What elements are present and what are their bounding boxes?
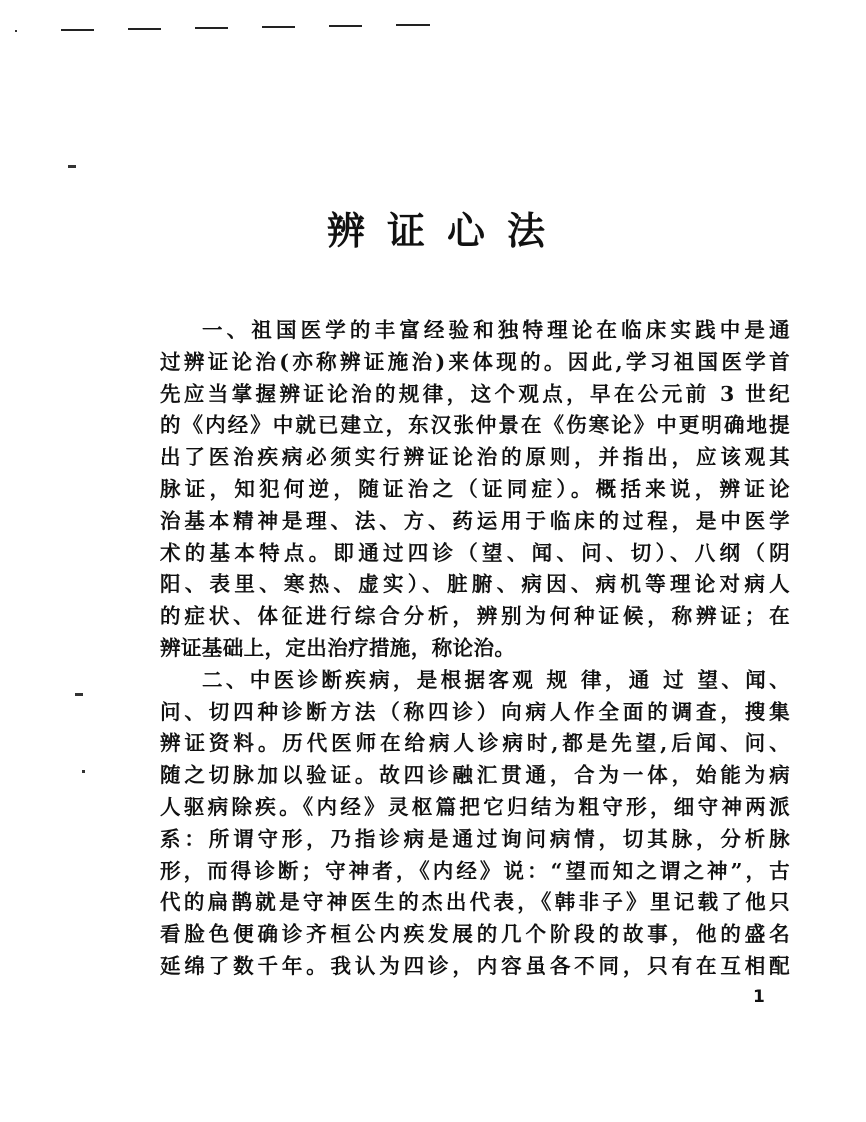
text-line: 术的基本特点。即通过四诊（望、闻、问、切）、八纲（阴 [160, 540, 790, 565]
text-line: 辨证基础上，定出治疗措施，称论治。 [160, 635, 516, 660]
text-line: 随之切脉加以验证。故四诊融汇贯通，合为一体，始能为病 [160, 763, 790, 788]
scan-dash [396, 24, 430, 26]
text-line: 延绵了数千年。我认为四诊，内容虽各不同，只有在互相配 [160, 953, 790, 978]
page-number: 1 [753, 987, 765, 1007]
scan-dash [262, 26, 295, 28]
text-line: 看脸色便确诊齐桓公内疾发展的几个阶段的故事，他的盛名 [160, 922, 790, 947]
text-line: 先应当掌握辨证论治的规律，这个观点，早在公元前 3 世纪 [160, 381, 790, 406]
text-line: 一、祖国医学的丰富经验和独特理论在临床实践中是通 [202, 318, 790, 342]
text-line: 二、中医诊断疾病，是根据客观 规 律，通 过 望、闻、 [202, 667, 790, 692]
text-line: 出了医治疾病必须实行辨证论治的原则，并指出，应该观其 [160, 445, 790, 470]
text-line: 的《内经》中就已建立，东汉张仲景在《伤寒论》中更明确地提 [160, 413, 790, 438]
text-line: 脉证，知犯何逆，随证治之（证同症）。概括来说，辨证论 [160, 476, 790, 501]
scan-dash [128, 28, 161, 30]
body-text [160, 315, 790, 983]
scan-dash [61, 29, 94, 31]
text-line: 阳、表里、寒热、虚实）、脏腑、病因、病机等理论对病人 [160, 572, 790, 597]
text-line: 形，而得诊断；守神者，《内经》说：“望而知之谓之神”，古 [160, 858, 790, 883]
scan-speck [82, 770, 85, 773]
text-line: 系：所谓守形，乃指诊病是通过询问病情，切其脉，分析脉 [160, 826, 790, 851]
scan-speck [75, 693, 83, 696]
scan-dash [329, 25, 362, 27]
scan-speck [15, 30, 17, 32]
text-line: 治基本精神是理、法、方、药运用于临床的过程，是中医学 [160, 508, 790, 533]
text-line: 问、切四种诊断方法（称四诊）向病人作全面的调查，搜集 [160, 699, 790, 724]
text-line: 过辨证论治(亦称辨证施治)来体现的。因此,学习祖国医学首 [160, 349, 790, 374]
text-line: 代的扁鹊就是守神医生的杰出代表，《韩非子》里记载了他只 [160, 890, 790, 915]
scan-speck [68, 165, 76, 168]
text-line: 的症状、体征进行综合分析，辨别为何种证候，称辨证；在 [160, 604, 790, 629]
page-title: 辨证心法 [326, 208, 567, 253]
text-line: 人驱病除疾。《内经》灵枢篇把它归结为粗守形，细守神两派 [160, 794, 790, 819]
text-line: 辨证资料。历代医师在给病人诊病时,都是先望,后闻、问、 [160, 731, 790, 756]
scan-dash [195, 27, 228, 29]
